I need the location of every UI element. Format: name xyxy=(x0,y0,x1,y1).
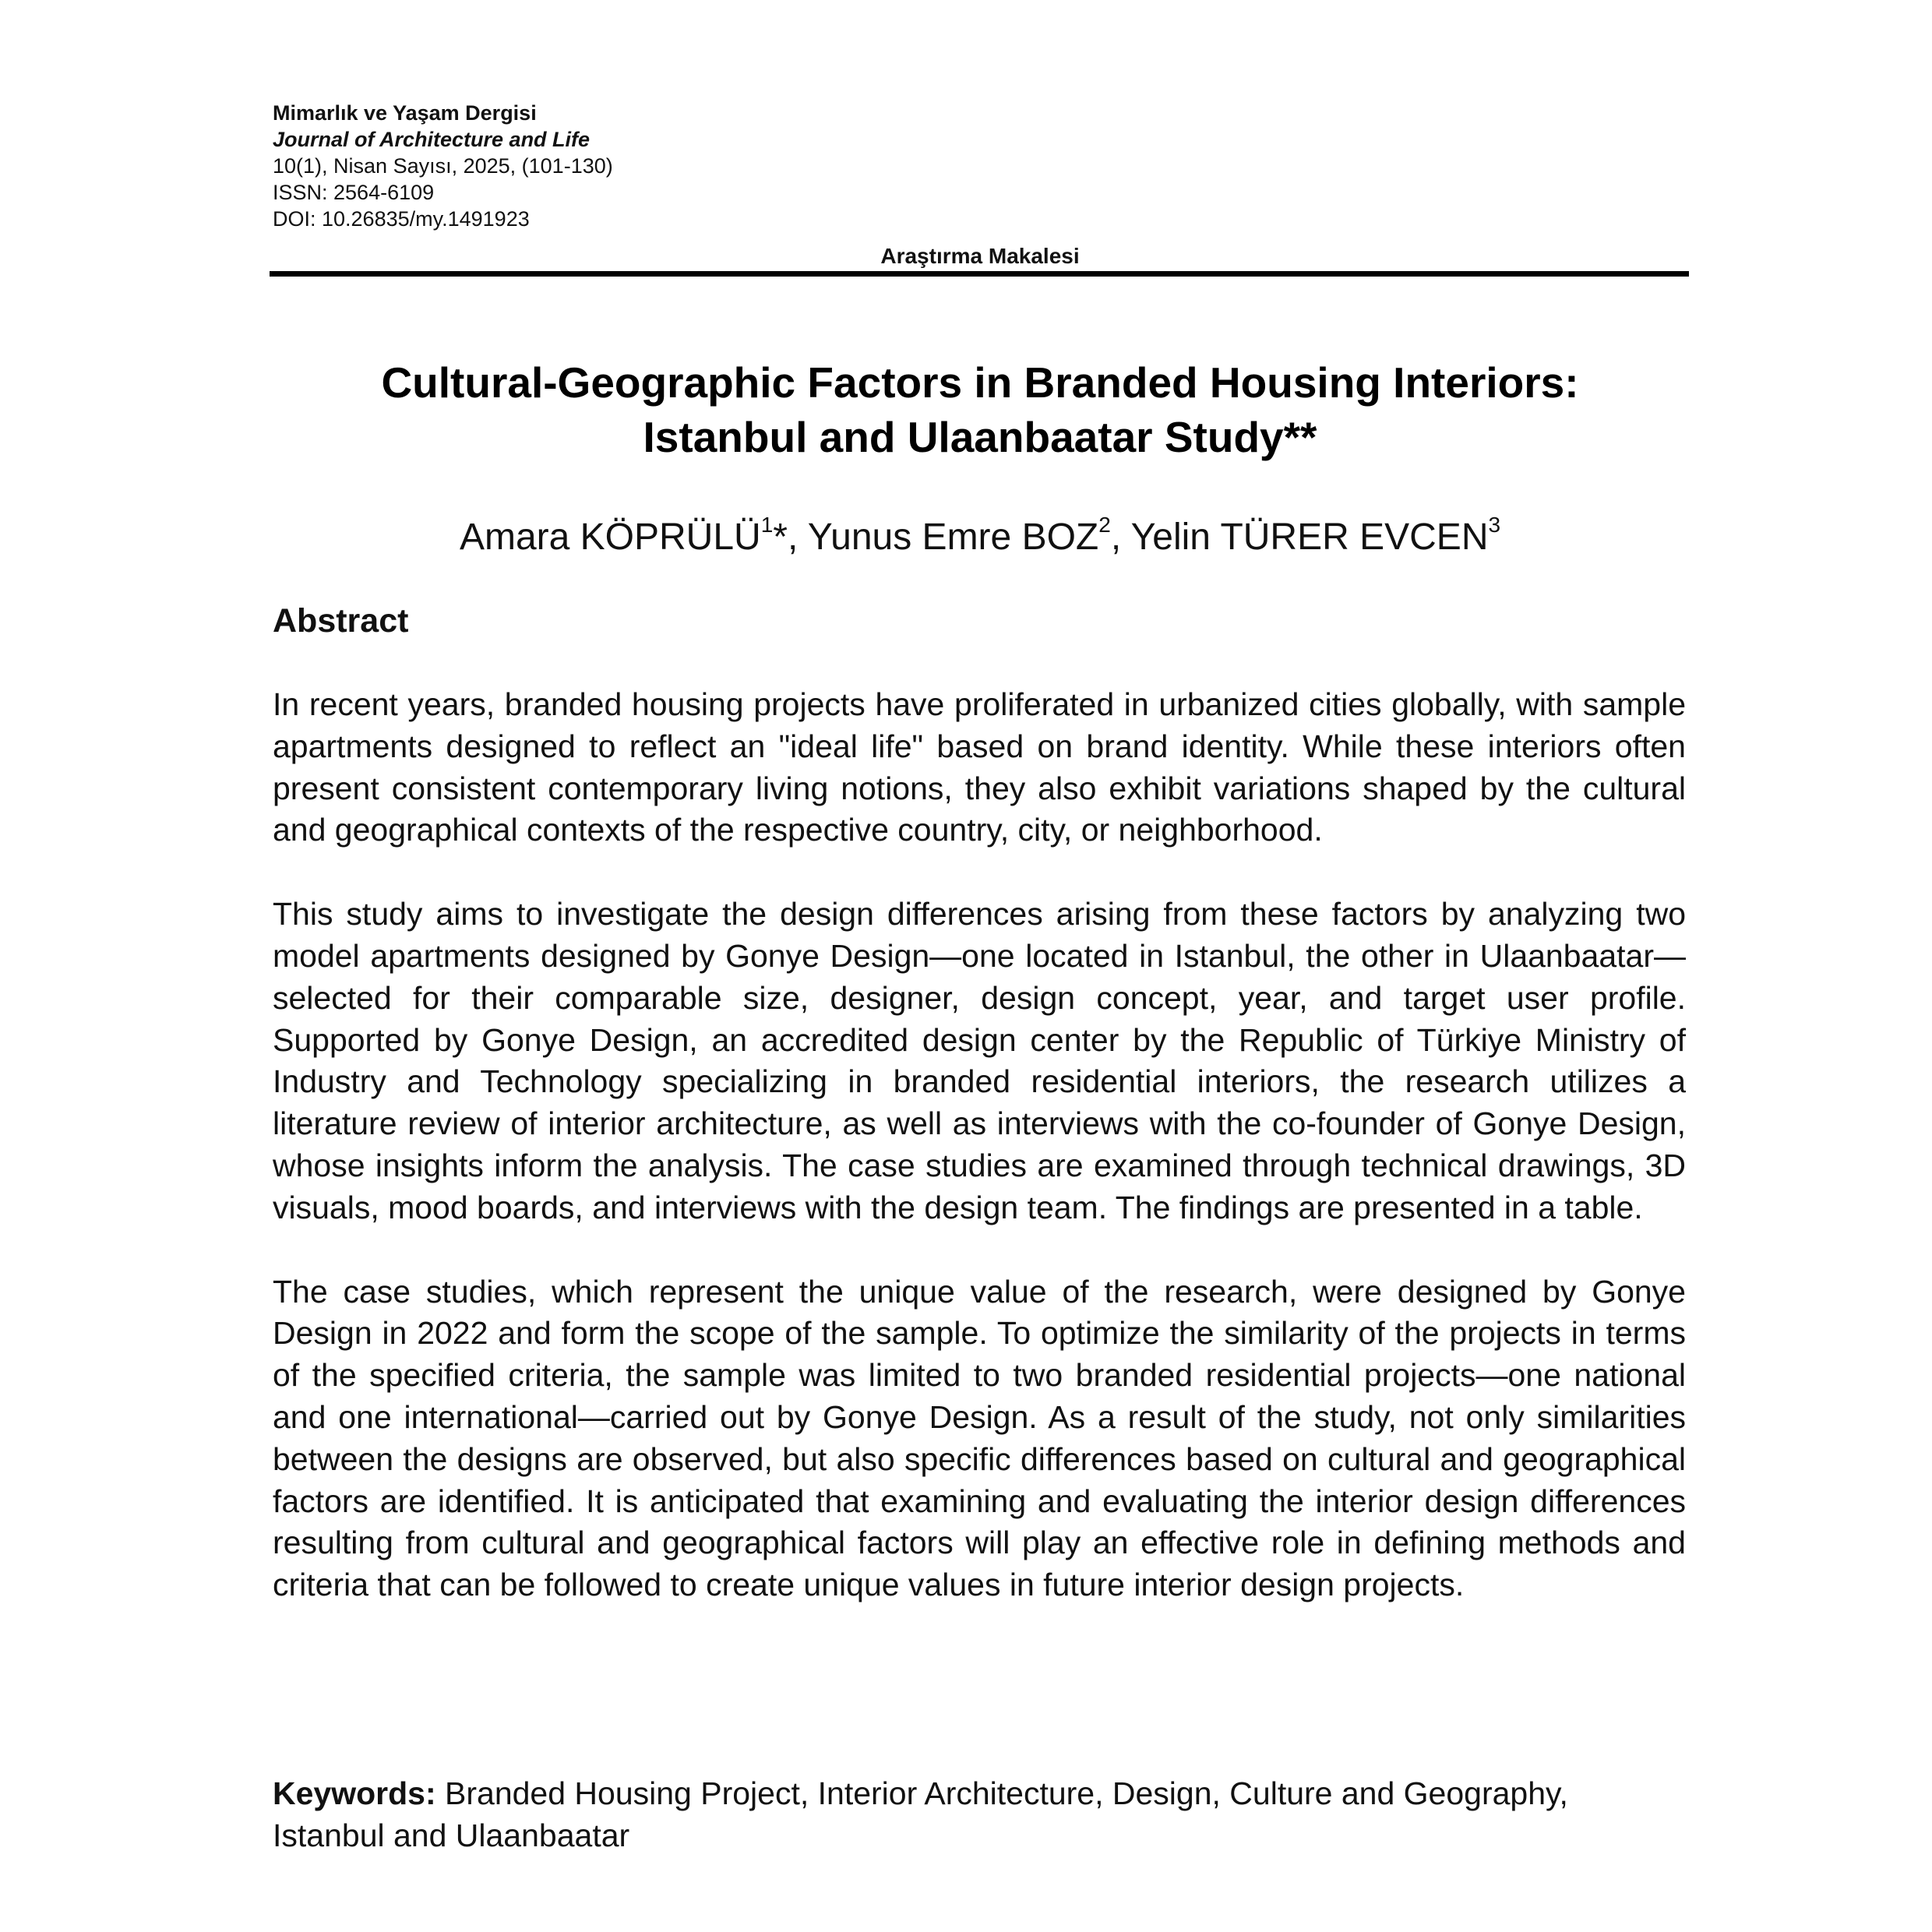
article-title xyxy=(234,355,1726,464)
author-name: Yunus Emre BOZ xyxy=(807,516,1099,558)
article-type-label: Araştırma Makalesi xyxy=(880,244,1080,268)
journal-name-turkish: Mimarlık ve Yaşam Dergisi xyxy=(273,101,537,125)
abstract-heading: Abstract xyxy=(273,602,409,640)
journal-doi: DOI: 10.26835/my.1491923 xyxy=(273,207,530,231)
abstract-paragraph: This study aims to investigate the design differences arising from these factors by analyzing two model apartments designed by Gonye Design—one located in Istanbul, the other in Ulaanbaatar—selected for their comparable size, designer, design concept, year, and target user profile. Supported by Gonye Design, an accredited design center by the Republic of Türkiye Ministry of Industry and Technology specializing in branded residential interiors, the research utilizes a literature review of interior architecture, as well as interviews with the co-founder of Gonye Design, whose insights inform the analysis. The case studies are examined through technical drawings, 3D visuals, mood boards, and interviews with the design team. The findings are presented in a table. xyxy=(273,896,1686,1225)
author-separator: , xyxy=(1110,516,1131,558)
abstract-body xyxy=(273,684,1686,1648)
article-title-line-1: Cultural-Geographic Factors in Branded Housing Interiors: xyxy=(381,358,1579,407)
author-affiliation-mark: 2 xyxy=(1098,513,1111,537)
author-name: Yelin TÜRER EVCEN xyxy=(1130,516,1489,558)
abstract-paragraph: The case studies, which represent the unique value of the research, were designed by Gonye Design in 2022 and form the scope of the sample. To optimize the similarity of the projects in terms of the specified criteria, the sample was limited to two branded residential projects—one national and one international—carried out by Gonye Design. As a result of the study, not only similarities between the designs are observed, but also specific differences based on cultural and geographical factors are identified. It is anticipated that examining and evaluating the interior design differences resulting from cultural and geographical factors will play an effective role in defining methods and criteria that can be followed to create unique values in future interior design projects. xyxy=(273,1273,1686,1603)
journal-issn: ISSN: 2564-6109 xyxy=(273,181,435,204)
author-separator: *, xyxy=(773,516,808,558)
keywords-text: Branded Housing Project, Interior Architecture, Design, Culture and Geography, Istanbul and Ulaanbaatar xyxy=(273,1775,1568,1853)
article-title-line-2: Istanbul and Ulaanbaatar Study** xyxy=(643,413,1317,461)
author-name: Amara KÖPRÜLÜ xyxy=(459,516,761,558)
header-divider xyxy=(270,271,1689,277)
journal-name-english: Journal of Architecture and Life xyxy=(273,128,591,151)
keywords-label: Keywords: xyxy=(273,1775,436,1811)
journal-issue: 10(1), Nisan Sayısı, 2025, (101-130) xyxy=(273,154,613,178)
abstract-paragraph: In recent years, branded housing projects have proliferated in urbanized cities globally, with sample apartments designed to reflect an "ideal life" based on brand identity. While these interiors often present consistent contemporary living notions, they also exhibit variations shaped by the cultural and geographical contexts of the respective country, city, or neighborhood. xyxy=(273,686,1686,848)
author-affiliation-mark: 1 xyxy=(760,513,774,537)
journal-header xyxy=(273,100,1363,232)
keywords-section xyxy=(273,1773,1686,1857)
author-affiliation-mark: 3 xyxy=(1488,513,1501,537)
author-list xyxy=(234,514,1726,561)
